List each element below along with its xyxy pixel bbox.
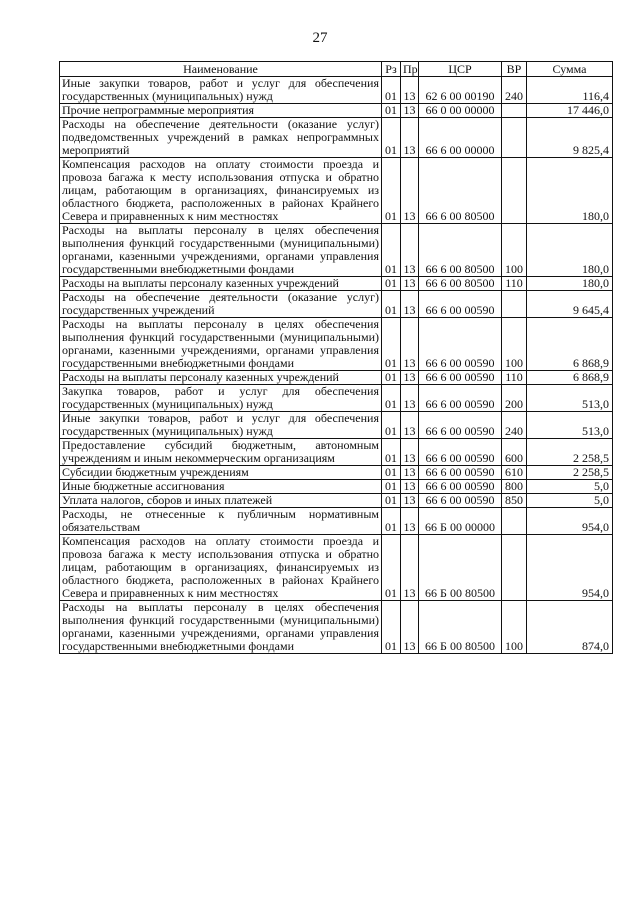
table-row (60, 601, 613, 654)
row-pr: 13 (401, 439, 419, 466)
row-vr: 240 (502, 77, 527, 104)
row-name: Расходы на выплаты персоналу в целях обеспечения выполнения функций государственными (муниципальными) органами, казенными учреждениями, органами управления государственными внебюджетными фондами (60, 224, 382, 277)
row-csr: 66 6 00 80500 (419, 224, 502, 277)
row-vr: 100 (502, 601, 527, 654)
row-rz: 01 (382, 508, 401, 535)
row-csr: 66 6 00 00590 (419, 318, 502, 371)
row-csr: 62 6 00 00190 (419, 77, 502, 104)
row-vr (502, 291, 527, 318)
row-rz: 01 (382, 224, 401, 277)
row-rz: 01 (382, 104, 401, 118)
row-csr: 66 Б 00 80500 (419, 601, 502, 654)
row-csr: 66 6 00 80500 (419, 158, 502, 224)
row-rz: 01 (382, 371, 401, 385)
row-vr: 100 (502, 318, 527, 371)
row-pr: 13 (401, 104, 419, 118)
table-row (60, 277, 613, 291)
row-pr: 13 (401, 508, 419, 535)
row-pr: 13 (401, 480, 419, 494)
row-name: Расходы, не отнесенные к публичным нормативным обязательствам (60, 508, 382, 535)
row-vr (502, 508, 527, 535)
table-row (60, 104, 613, 118)
table-row (60, 318, 613, 371)
row-vr (502, 118, 527, 158)
table-row (60, 118, 613, 158)
row-rz: 01 (382, 601, 401, 654)
row-name: Расходы на обеспечение деятельности (оказание услуг) государственных учреждений (60, 291, 382, 318)
row-name: Иные закупки товаров, работ и услуг для обеспечения государственных (муниципальных) нужд (60, 77, 382, 104)
row-pr: 13 (401, 158, 419, 224)
row-pr: 13 (401, 77, 419, 104)
row-rz: 01 (382, 466, 401, 480)
row-sum: 6 868,9 (527, 318, 613, 371)
row-vr: 110 (502, 277, 527, 291)
row-csr: 66 6 00 00000 (419, 118, 502, 158)
row-rz: 01 (382, 77, 401, 104)
row-csr: 66 6 00 00590 (419, 385, 502, 412)
row-vr: 800 (502, 480, 527, 494)
row-name: Уплата налогов, сборов и иных платежей (60, 494, 382, 508)
row-csr: 66 6 00 00590 (419, 494, 502, 508)
table-row (60, 466, 613, 480)
row-sum: 6 868,9 (527, 371, 613, 385)
row-vr: 850 (502, 494, 527, 508)
header-csr: ЦСР (419, 62, 502, 77)
row-csr: 66 6 00 00590 (419, 291, 502, 318)
row-csr: 66 6 00 00590 (419, 466, 502, 480)
row-name: Закупка товаров, работ и услуг для обеспечения государственных (муниципальных) нужд (60, 385, 382, 412)
row-sum: 954,0 (527, 508, 613, 535)
row-sum: 180,0 (527, 158, 613, 224)
row-pr: 13 (401, 494, 419, 508)
table-row (60, 158, 613, 224)
row-name: Иные закупки товаров, работ и услуг для обеспечения государственных (муниципальных) нужд (60, 412, 382, 439)
row-vr: 240 (502, 412, 527, 439)
row-sum: 180,0 (527, 277, 613, 291)
table-row (60, 77, 613, 104)
row-vr: 110 (502, 371, 527, 385)
row-pr: 13 (401, 601, 419, 654)
row-pr: 13 (401, 412, 419, 439)
row-sum: 5,0 (527, 494, 613, 508)
row-vr (502, 158, 527, 224)
table-row (60, 412, 613, 439)
row-rz: 01 (382, 439, 401, 466)
table-row (60, 535, 613, 601)
row-name: Иные бюджетные ассигнования (60, 480, 382, 494)
row-sum: 17 446,0 (527, 104, 613, 118)
row-sum: 180,0 (527, 224, 613, 277)
row-pr: 13 (401, 371, 419, 385)
row-vr: 610 (502, 466, 527, 480)
table-row (60, 291, 613, 318)
header-vr: ВР (502, 62, 527, 77)
row-csr: 66 6 00 00590 (419, 480, 502, 494)
row-csr: 66 6 00 00590 (419, 371, 502, 385)
row-sum: 2 258,5 (527, 439, 613, 466)
row-rz: 01 (382, 291, 401, 318)
table-row (60, 494, 613, 508)
row-name: Компенсация расходов на оплату стоимости проезда и провоза багажа к месту использования отпуска и обратно лицам, работающим в организациях, финансируемых из областного бюджета, расположенных в районах Крайнего Севера и приравненных к ним местностях (60, 535, 382, 601)
row-rz: 01 (382, 277, 401, 291)
row-sum: 9 825,4 (527, 118, 613, 158)
row-rz: 01 (382, 535, 401, 601)
row-rz: 01 (382, 412, 401, 439)
row-name: Предоставление субсидий бюджетным, автономным учреждениям и иным некоммерческим организациям (60, 439, 382, 466)
row-vr: 100 (502, 224, 527, 277)
row-sum: 5,0 (527, 480, 613, 494)
table-header-row (60, 62, 613, 77)
row-pr: 13 (401, 291, 419, 318)
row-rz: 01 (382, 385, 401, 412)
row-name: Расходы на выплаты персоналу в целях обеспечения выполнения функций государственными (муниципальными) органами, казенными учреждениями, органами управления государственными внебюджетными фондами (60, 601, 382, 654)
row-vr (502, 104, 527, 118)
row-sum: 513,0 (527, 385, 613, 412)
row-csr: 66 Б 00 80500 (419, 535, 502, 601)
row-sum: 9 645,4 (527, 291, 613, 318)
row-csr: 66 6 00 80500 (419, 277, 502, 291)
row-vr: 200 (502, 385, 527, 412)
page-number: 27 (312, 30, 328, 46)
header-sum: Сумма (527, 62, 613, 77)
row-pr: 13 (401, 224, 419, 277)
row-name: Субсидии бюджетным учреждениям (60, 466, 382, 480)
row-vr (502, 535, 527, 601)
row-csr: 66 6 00 00590 (419, 439, 502, 466)
row-sum: 2 258,5 (527, 466, 613, 480)
row-sum: 954,0 (527, 535, 613, 601)
row-sum: 874,0 (527, 601, 613, 654)
header-name: Наименование (60, 62, 382, 77)
row-csr: 66 6 00 00590 (419, 412, 502, 439)
row-sum: 513,0 (527, 412, 613, 439)
table-row (60, 385, 613, 412)
table-row (60, 224, 613, 277)
row-sum: 116,4 (527, 77, 613, 104)
row-name: Расходы на выплаты персоналу казенных учреждений (60, 277, 382, 291)
row-name: Компенсация расходов на оплату стоимости проезда и провоза багажа к месту использования отпуска и обратно лицам, работающим в организациях, финансируемых из областного бюджета, расположенных в районах Крайнего Севера и приравненных к ним местностях (60, 158, 382, 224)
row-csr: 66 0 00 00000 (419, 104, 502, 118)
row-csr: 66 Б 00 00000 (419, 508, 502, 535)
header-pr: Пр (401, 62, 419, 77)
row-rz: 01 (382, 318, 401, 371)
row-rz: 01 (382, 118, 401, 158)
row-pr: 13 (401, 318, 419, 371)
table-row (60, 508, 613, 535)
budget-table (59, 61, 613, 654)
row-pr: 13 (401, 466, 419, 480)
row-pr: 13 (401, 118, 419, 158)
row-name: Расходы на выплаты персоналу в целях обеспечения выполнения функций государственными (муниципальными) органами, казенными учреждениями, органами управления государственными внебюджетными фондами (60, 318, 382, 371)
row-name: Прочие непрограммные мероприятия (60, 104, 382, 118)
table-row (60, 439, 613, 466)
row-name: Расходы на обеспечение деятельности (оказание услуг) подведомственных учреждений в рамках непрограммных мероприятий (60, 118, 382, 158)
table-row (60, 480, 613, 494)
row-rz: 01 (382, 480, 401, 494)
row-pr: 13 (401, 385, 419, 412)
row-pr: 13 (401, 535, 419, 601)
row-pr: 13 (401, 277, 419, 291)
row-rz: 01 (382, 158, 401, 224)
header-rz: Рз (382, 62, 401, 77)
row-vr: 600 (502, 439, 527, 466)
table-body (60, 77, 613, 654)
row-name: Расходы на выплаты персоналу казенных учреждений (60, 371, 382, 385)
row-rz: 01 (382, 494, 401, 508)
table-row (60, 371, 613, 385)
